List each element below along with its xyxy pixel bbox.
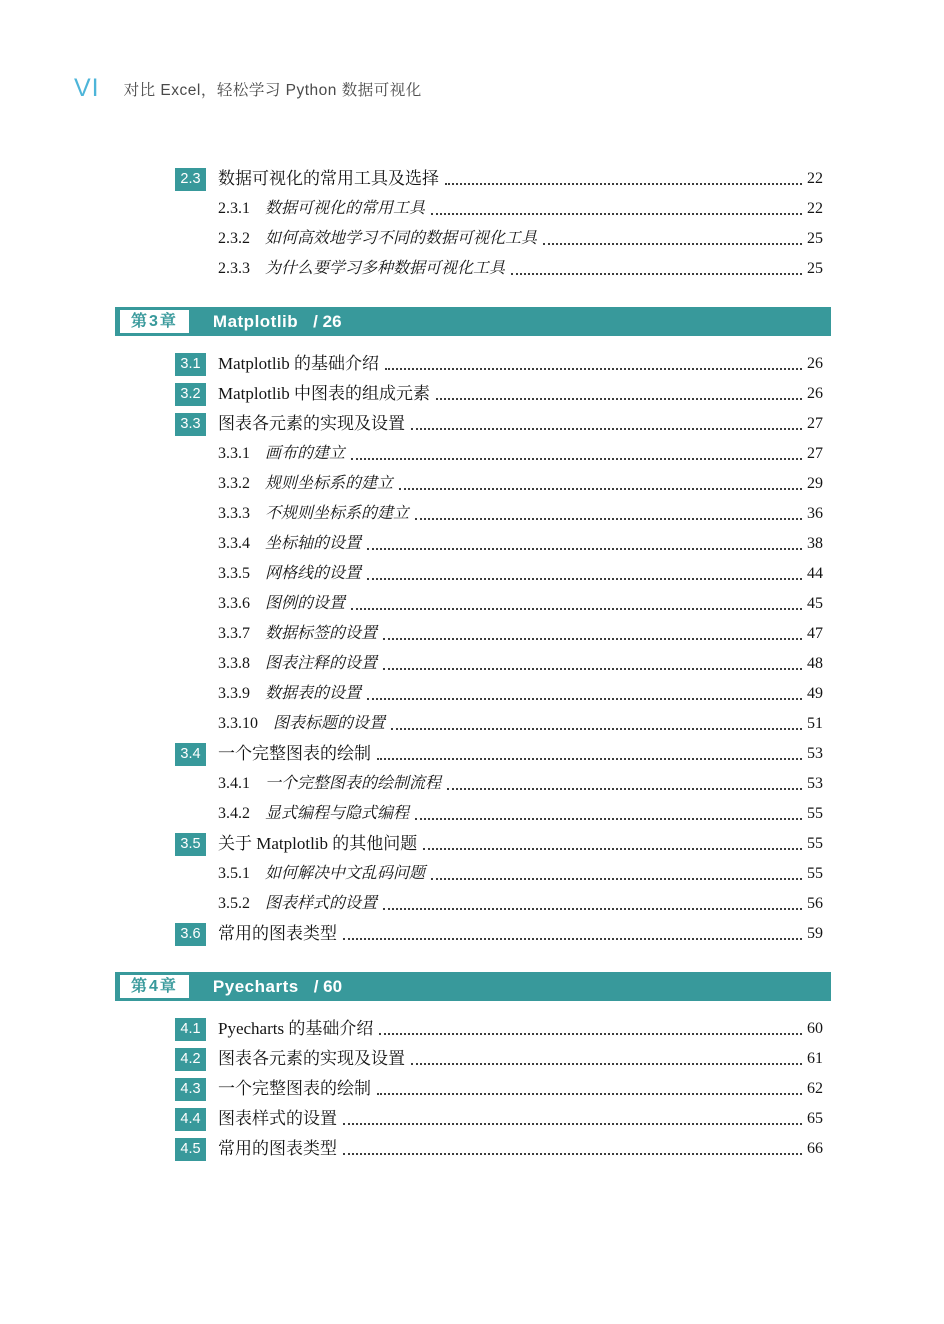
entry-number: 3.3.3 xyxy=(218,505,250,522)
dot-leader xyxy=(511,273,802,275)
dot-leader xyxy=(411,1063,802,1065)
entry-title: 一个完整图表的绘制 xyxy=(218,1079,371,1098)
entry-number: 3.3.1 xyxy=(218,445,250,462)
entry-title: 不规则坐标系的建立 xyxy=(265,505,410,522)
dot-leader xyxy=(383,638,802,640)
chapter-title: Matplotlib xyxy=(212,311,299,331)
entry-title: 图表各元素的实现及设置 xyxy=(218,414,405,433)
entry-number: 3.5.2 xyxy=(218,895,250,912)
toc-entry[interactable] xyxy=(175,828,823,858)
entry-page-number: 51 xyxy=(807,715,823,732)
toc-entry[interactable] xyxy=(175,768,823,798)
entry-title: 如何解决中文乱码问题 xyxy=(265,865,426,882)
entry-title: 关于 Matplotlib 的其他问题 xyxy=(218,834,418,853)
toc-entry[interactable] xyxy=(175,648,823,678)
dot-leader xyxy=(367,548,802,550)
toc-entry[interactable] xyxy=(175,468,823,498)
entry-title: 常用的图表类型 xyxy=(218,924,337,943)
entry-number: 3.3.4 xyxy=(218,535,250,552)
entry-title: 画布的建立 xyxy=(265,445,346,462)
entry-page-number: 26 xyxy=(807,385,823,402)
entry-title: 图表样式的设置 xyxy=(265,895,378,912)
toc-entry[interactable] xyxy=(175,193,823,223)
entry-number: 3.3.6 xyxy=(218,595,250,612)
entry-number-badge: 4.4 xyxy=(175,1108,206,1131)
toc-entry[interactable] xyxy=(175,438,823,468)
dot-leader xyxy=(367,698,802,700)
entry-number: 3.4.2 xyxy=(218,805,250,822)
entry-page-number: 45 xyxy=(807,595,823,612)
entry-number: 3.3.10 xyxy=(218,715,258,732)
dot-leader xyxy=(377,758,802,760)
entry-title: 图表样式的设置 xyxy=(218,1109,337,1128)
chapter-title: Pyecharts xyxy=(212,976,299,996)
toc-entry[interactable] xyxy=(175,528,823,558)
toc-entry[interactable] xyxy=(175,738,823,768)
toc-entry[interactable] xyxy=(175,558,823,588)
entry-page-number: 62 xyxy=(807,1080,823,1097)
entry-number: 3.3.7 xyxy=(218,625,250,642)
entry-page-number: 53 xyxy=(807,745,823,762)
entry-title: 一个完整图表的绘制 xyxy=(218,744,371,763)
entry-number-badge: 4.3 xyxy=(175,1078,206,1101)
dot-leader xyxy=(445,183,802,185)
entry-page-number: 29 xyxy=(807,475,823,492)
entry-page-number: 61 xyxy=(807,1050,823,1067)
dot-leader xyxy=(415,518,802,520)
entry-page-number: 36 xyxy=(807,505,823,522)
page-number: VI xyxy=(74,74,100,102)
toc-entry[interactable] xyxy=(175,408,823,438)
entry-number-badge: 3.3 xyxy=(175,413,206,436)
dot-leader xyxy=(377,1093,802,1095)
entry-page-number: 65 xyxy=(807,1110,823,1127)
dot-leader xyxy=(431,213,802,215)
dot-leader xyxy=(543,243,802,245)
dot-leader xyxy=(383,908,802,910)
dot-leader xyxy=(351,608,802,610)
entry-number: 3.3.5 xyxy=(218,565,250,582)
entry-title: Matplotlib 中图表的组成元素 xyxy=(218,384,431,403)
dot-leader xyxy=(383,668,802,670)
entry-title: 图表各元素的实现及设置 xyxy=(218,1049,405,1068)
toc-entry[interactable] xyxy=(175,708,823,738)
dot-leader xyxy=(385,368,802,370)
entry-page-number: 25 xyxy=(807,230,823,247)
chapter-page-number: / 60 xyxy=(313,976,343,996)
toc-entry[interactable] xyxy=(175,618,823,648)
dot-leader xyxy=(415,818,802,820)
entry-title: Pyecharts 的基础介绍 xyxy=(218,1019,374,1038)
entry-title: 数据可视化的常用工具及选择 xyxy=(218,169,439,188)
dot-leader xyxy=(379,1033,802,1035)
toc-entry[interactable] xyxy=(175,1043,823,1073)
entry-page-number: 66 xyxy=(807,1140,823,1157)
toc-entry[interactable] xyxy=(175,253,823,283)
entry-title: 显式编程与隐式编程 xyxy=(265,805,410,822)
toc-entry[interactable] xyxy=(175,858,823,888)
toc-list xyxy=(131,163,823,1163)
dot-leader xyxy=(391,728,802,730)
entry-page-number: 26 xyxy=(807,355,823,372)
dot-leader xyxy=(423,848,802,850)
entry-page-number: 25 xyxy=(807,260,823,277)
entry-page-number: 56 xyxy=(807,895,823,912)
entry-page-number: 22 xyxy=(807,200,823,217)
dot-leader xyxy=(351,458,802,460)
entry-title: 图表标题的设置 xyxy=(273,715,386,732)
entry-page-number: 44 xyxy=(807,565,823,582)
chapter-badge: 第3章 xyxy=(120,310,189,333)
entry-page-number: 53 xyxy=(807,775,823,792)
entry-page-number: 22 xyxy=(807,170,823,187)
toc-entry[interactable] xyxy=(175,1073,823,1103)
entry-number: 2.3.3 xyxy=(218,260,250,277)
entry-title: 图例的设置 xyxy=(265,595,346,612)
toc-entry[interactable] xyxy=(175,348,823,378)
entry-number-badge: 3.4 xyxy=(175,743,206,766)
entry-number-badge: 4.5 xyxy=(175,1138,206,1161)
entry-title: 数据表的设置 xyxy=(265,685,362,702)
chapter-heading[interactable] xyxy=(115,307,831,336)
chapter-badge: 第4章 xyxy=(120,975,189,998)
entry-page-number: 59 xyxy=(807,925,823,942)
entry-title: 数据标签的设置 xyxy=(265,625,378,642)
entry-page-number: 27 xyxy=(807,415,823,432)
entry-number: 3.3.8 xyxy=(218,655,250,672)
dot-leader xyxy=(447,788,802,790)
dot-leader xyxy=(411,428,802,430)
toc-entry[interactable] xyxy=(175,163,823,193)
entry-number-badge: 3.5 xyxy=(175,833,206,856)
entry-page-number: 55 xyxy=(807,865,823,882)
entry-page-number: 48 xyxy=(807,655,823,672)
entry-page-number: 49 xyxy=(807,685,823,702)
entry-number-badge: 3.1 xyxy=(175,353,206,376)
entry-title: 一个完整图表的绘制流程 xyxy=(265,775,442,792)
dot-leader xyxy=(343,938,802,940)
entry-title: 规则坐标系的建立 xyxy=(265,475,394,492)
entry-number: 3.3.2 xyxy=(218,475,250,492)
entry-title: 常用的图表类型 xyxy=(218,1139,337,1158)
entry-number: 2.3.1 xyxy=(218,200,250,217)
page-header xyxy=(0,0,944,101)
chapter-page-number: / 26 xyxy=(313,311,342,331)
entry-page-number: 55 xyxy=(807,835,823,852)
book-title: 对比 Excel，轻松学习 Python 数据可视化 xyxy=(123,81,422,99)
chapter-heading[interactable] xyxy=(115,972,831,1001)
toc-entry[interactable] xyxy=(175,798,823,828)
toc-entry[interactable] xyxy=(175,1133,823,1163)
entry-number-badge: 2.3 xyxy=(175,168,206,191)
entry-number: 3.3.9 xyxy=(218,685,250,702)
dot-leader xyxy=(367,578,802,580)
toc-entry[interactable] xyxy=(175,918,823,948)
entry-title: Matplotlib 的基础介绍 xyxy=(218,354,380,373)
toc-entry[interactable] xyxy=(175,223,823,253)
entry-number-badge: 4.2 xyxy=(175,1048,206,1071)
entry-title: 数据可视化的常用工具 xyxy=(265,200,426,217)
entry-page-number: 55 xyxy=(807,805,823,822)
entry-number-badge: 3.2 xyxy=(175,383,206,406)
entry-page-number: 60 xyxy=(807,1020,823,1037)
entry-number: 3.4.1 xyxy=(218,775,250,792)
toc-entry[interactable] xyxy=(175,498,823,528)
entry-title: 图表注释的设置 xyxy=(265,655,378,672)
entry-number-badge: 3.6 xyxy=(175,923,206,946)
toc-entry[interactable] xyxy=(175,888,823,918)
entry-page-number: 47 xyxy=(807,625,823,642)
entry-title: 网格线的设置 xyxy=(265,565,362,582)
entry-title: 坐标轴的设置 xyxy=(265,535,362,552)
entry-page-number: 27 xyxy=(807,445,823,462)
toc-entry[interactable] xyxy=(175,1103,823,1133)
dot-leader xyxy=(431,878,802,880)
toc-entry[interactable] xyxy=(175,588,823,618)
dot-leader xyxy=(399,488,802,490)
dot-leader xyxy=(343,1123,802,1125)
entry-title: 为什么要学习多种数据可视化工具 xyxy=(265,260,506,277)
toc-entry[interactable] xyxy=(175,378,823,408)
dot-leader xyxy=(343,1153,802,1155)
entry-title: 如何高效地学习不同的数据可视化工具 xyxy=(265,230,538,247)
entry-number: 2.3.2 xyxy=(218,230,250,247)
toc-entry[interactable] xyxy=(175,1013,823,1043)
entry-page-number: 38 xyxy=(807,535,823,552)
entry-number: 3.5.1 xyxy=(218,865,250,882)
toc-entry[interactable] xyxy=(175,678,823,708)
dot-leader xyxy=(436,398,802,400)
entry-number-badge: 4.1 xyxy=(175,1018,206,1041)
